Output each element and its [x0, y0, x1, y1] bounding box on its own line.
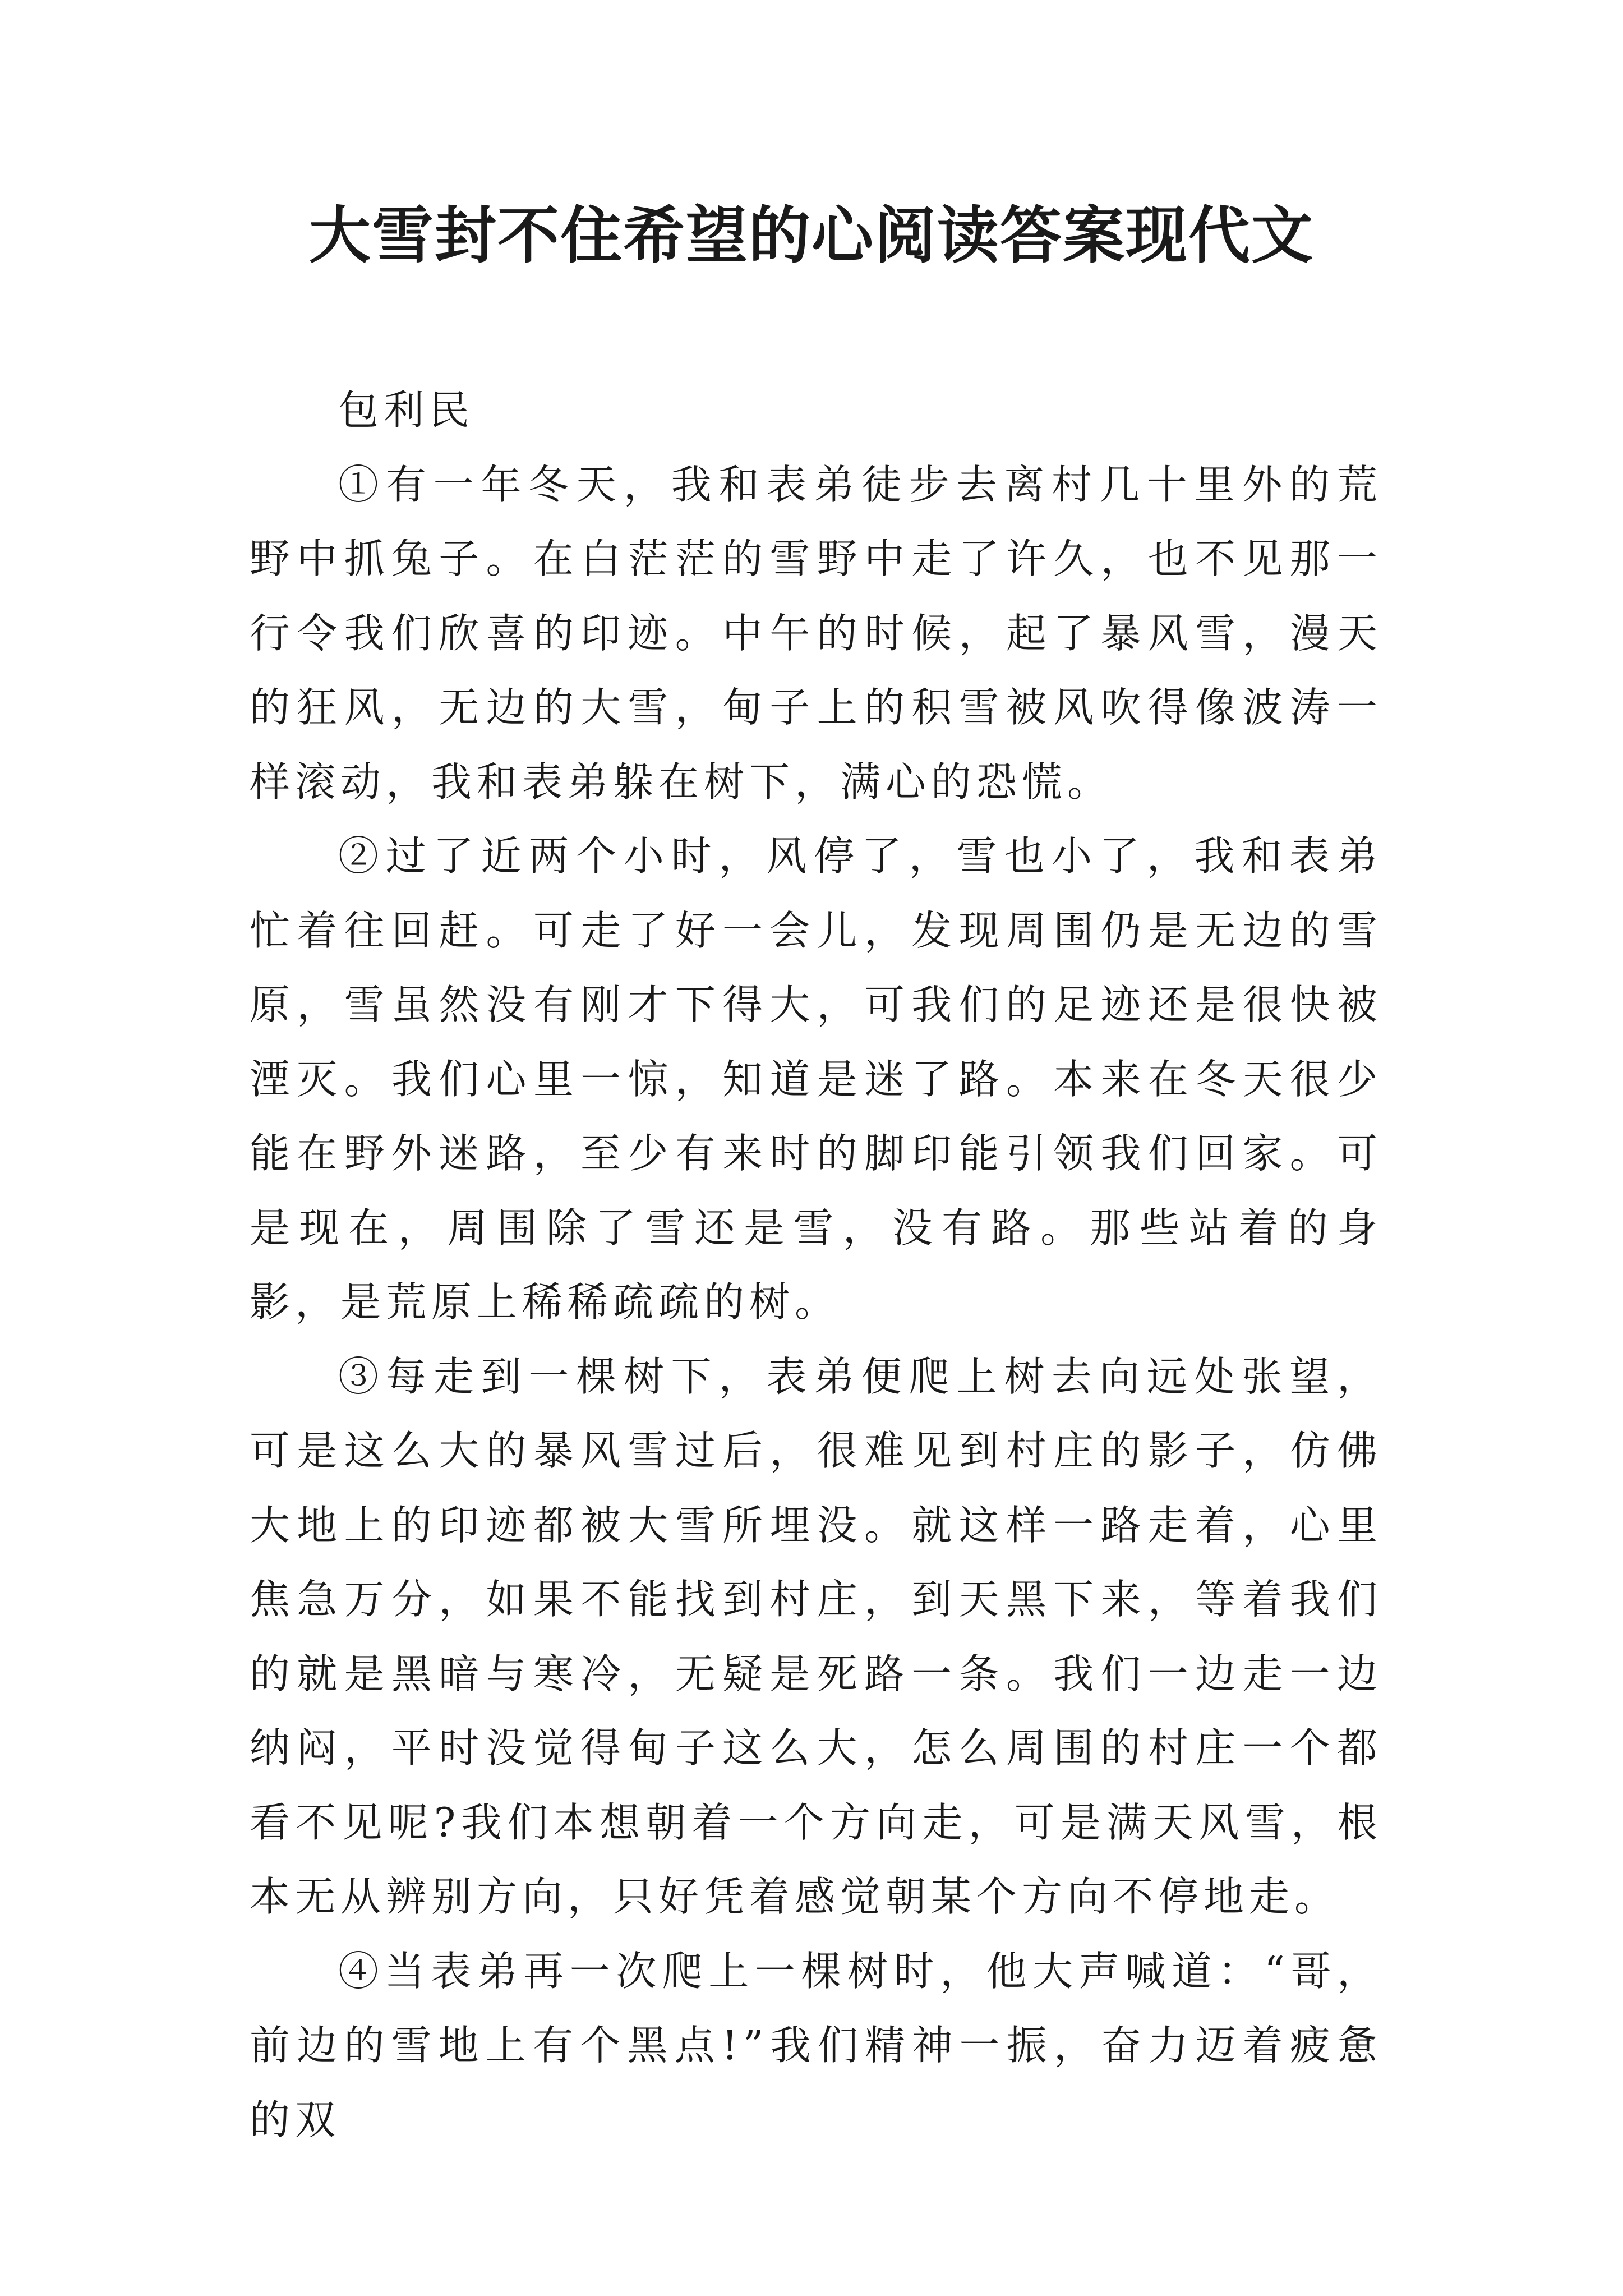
document-title: 大雪封不住希望的心阅读答案现代文	[309, 200, 1314, 272]
author-name: 包利民	[338, 386, 475, 434]
paragraph-1: ①有一年冬天，我和表弟徒步去离村几十里外的荒野中抓兔子。在白茫茫的雪野中走了许久，也不见那一行令我们欣喜的印迹。中午的时候，起了暴风雪，漫天的狂风，无边的大雪，甸子上的积雪被风吹得像波涛一样滚动，我和表弟躲在树下，满心的恐慌。	[250, 461, 1382, 806]
document-body	[250, 373, 1382, 2157]
paragraph-3: ③每走到一棵树下，表弟便爬上树去向远处张望，可是这么大的暴风雪过后，很难见到村庄的影子，仿佛大地上的印迹都被大雪所埋没。就这样一路走着，心里焦急万分，如果不能找到村庄，到天黑下来，等着我们的就是黑暗与寒冷，无疑是死路一条。我们一边走一边纳闷，平时没觉得甸子这么大，怎么周围的村庄一个都看不见呢?我们本想朝着一个方向走，可是满天风雪，根本无从辨别方向，只好凭着感觉朝某个方向不停地走。	[250, 1352, 1382, 1920]
paragraph-4: ④当表弟再一次爬上一棵树时，他大声喊道：“哥，前边的雪地上有个黑点!”我们精神一振，奋力迈着疲惫的双	[250, 1947, 1382, 2143]
paragraph-2: ②过了近两个小时，风停了，雪也小了，我和表弟忙着往回赶。可走了好一会儿，发现周围仍是无边的雪原，雪虽然没有刚才下得大，可我们的足迹还是很快被湮灭。我们心里一惊，知道是迷了路。本来在冬天很少能在野外迷路，至少有来时的脚印能引领我们回家。可是现在，周围除了雪还是雪，没有路。那些站着的身影，是荒原上稀稀疏疏的树。	[250, 832, 1382, 1326]
